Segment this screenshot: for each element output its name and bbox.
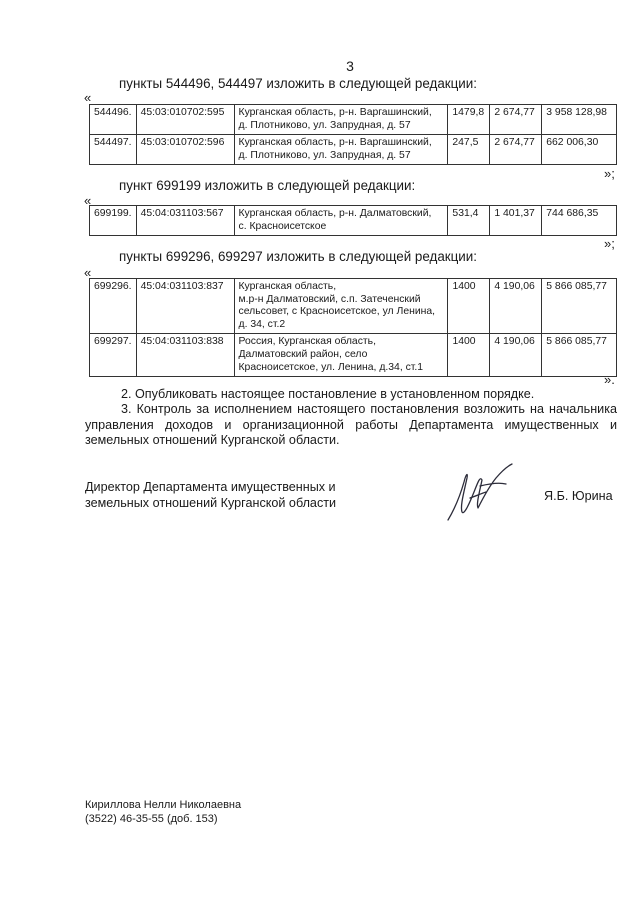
amendment-table [89,278,617,377]
cadastral-number: 45:04:031103:837 [136,279,234,334]
amendment-table [89,205,617,236]
executor-phone: (3522) 46-35-55 (доб. 153) [85,813,218,825]
value-cell: 662 006,30 [542,135,617,165]
table-row [90,105,617,135]
paragraph-publish: 2. Опубликовать настоящее постановление в установленном порядке. [121,387,535,401]
row-number: 544497. [90,135,137,165]
paragraph-control: 3. Контроль за исполнением настоящего постановления возложить на начальника управления доходов и организационной работы Департамента имущественных и земельных отношений Курганской области. [85,402,617,447]
cadastral-number: 45:03:010702:596 [136,135,234,165]
close-quote: »; [604,166,615,181]
value-cell: 5 866 085,77 [542,279,617,334]
address-cell: Курганская область, р-н. Варгашинский, д. Плотниково, ул. Запрудная, д. 57 [234,105,448,135]
section-heading: пункт 699199 изложить в следующей редакции: [119,178,416,193]
area-cell: 1400 [448,279,490,334]
section-heading: пункты 699296, 699297 изложить в следующей редакции: [119,249,477,264]
handwritten-signature [440,462,520,524]
rate-cell: 1 401,37 [490,206,542,236]
row-number: 699199. [90,206,137,236]
signatory-name: Я.Б. Юрина [544,489,613,503]
table-row [90,279,617,334]
rate-cell: 4 190,06 [490,334,542,377]
value-cell: 5 866 085,77 [542,334,617,377]
section-heading: пункты 544496, 544497 изложить в следующей редакции: [119,76,477,91]
close-quote: ». [604,372,615,387]
executor-name: Кириллова Нелли Николаевна [85,799,242,811]
value-cell: 3 958 128,98 [542,105,617,135]
area-cell: 531,4 [448,206,490,236]
address-cell: Курганская область, м.р-н Далматовский, с.п. Затеченский сельсовет, с Красноисетское, ул Ленина, д. 34, ст.2 [234,279,448,334]
open-quote: « [84,265,92,280]
rate-cell: 2 674,77 [490,135,542,165]
area-cell: 247,5 [448,135,490,165]
amendment-table [89,104,617,165]
area-cell: 1400 [448,334,490,377]
address-cell: Курганская область, р-н. Варгашинский, д. Плотниково, ул. Запрудная, д. 57 [234,135,448,165]
area-cell: 1479,8 [448,105,490,135]
address-cell: Россия, Курганская область, Далматовский район, село Красноисетское, ул. Ленина, д.34, ст.1 [234,334,448,377]
signatory-title: Директор Департамента имущественных и земельных отношений Курганской области [85,480,337,510]
table-row [90,206,617,236]
table-row [90,135,617,165]
address-cell: Курганская область, р-н. Далматовский, с. Красноисетское [234,206,448,236]
cadastral-number: 45:04:031103:567 [136,206,234,236]
open-quote: « [84,90,92,105]
table-row [90,334,617,377]
open-quote: « [84,193,92,208]
close-quote: »; [604,236,615,251]
value-cell: 744 686,35 [542,206,617,236]
row-number: 699296. [90,279,137,334]
page-number: 3 [346,58,354,74]
rate-cell: 2 674,77 [490,105,542,135]
cadastral-number: 45:03:010702:595 [136,105,234,135]
row-number: 544496. [90,105,137,135]
cadastral-number: 45:04:031103:838 [136,334,234,377]
row-number: 699297. [90,334,137,377]
rate-cell: 4 190,06 [490,279,542,334]
